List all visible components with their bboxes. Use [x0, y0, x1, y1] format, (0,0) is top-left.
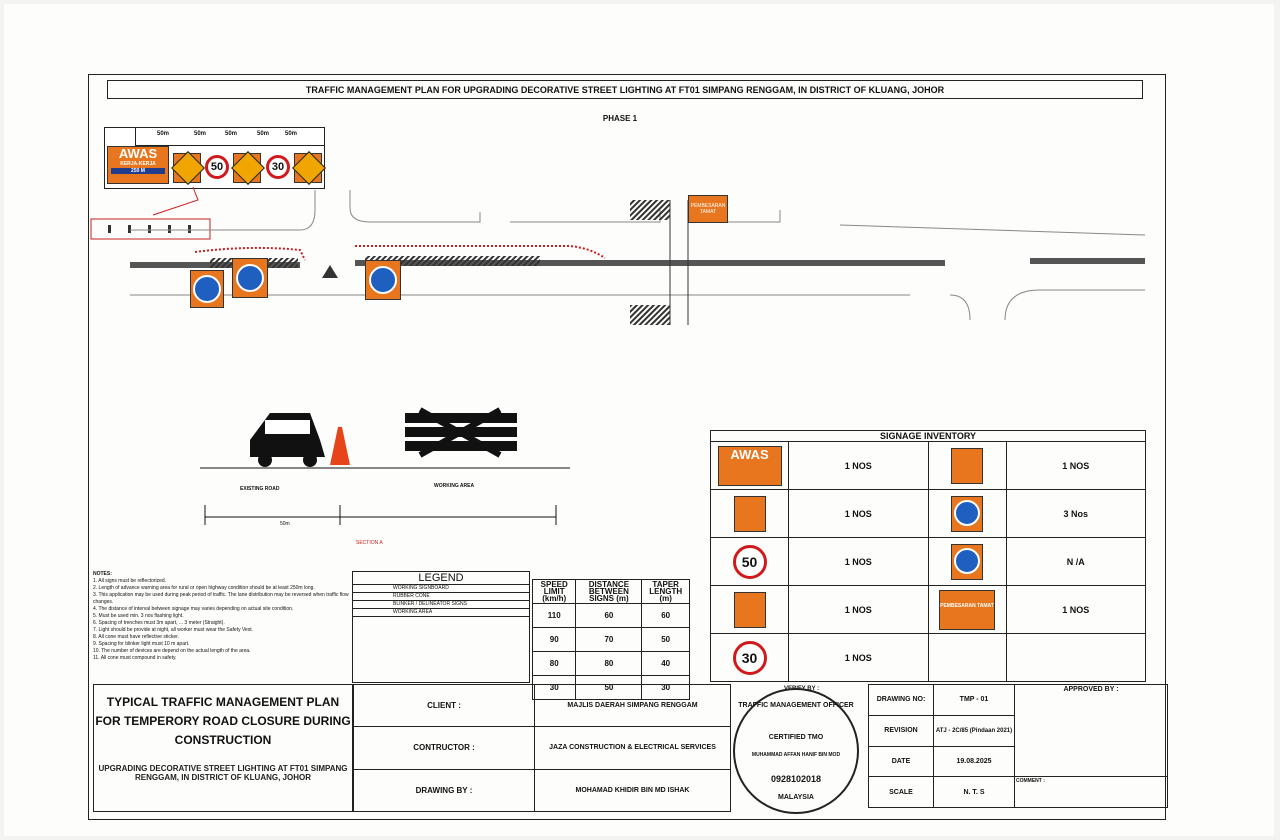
distance-label: 50m [194, 131, 207, 137]
notes-box: NOTES: 1. All signs must be reflectorized. 2. Length of advance warning area for rural or open highway condition should be at least 250m long. 3. This application may be used during peak period of traffic. The lane distribution may be reversed when traffic flow changes. 4. The distance of interval between signage may varies depending on actual site condition. 5. Must be used min. 3 nos flashing light. 6. Spacing of trenches must 3m apart, ... 3 meter (Straight). 7. Light should be provide at night, all worker must wear the Safety Vest. 8. All cone must have reflective sticker. 9. Spacing for blinker light must 10 m apart. 10. The number of devices are depend on the actual length of the area. 11. All cone must compound in safety. [93, 571, 349, 661]
distance-label: 50m [257, 131, 270, 137]
pembesaran-tamat-sign: PEMBESARAN TAMAT [688, 195, 728, 223]
inventory-title: SIGNAGE INVENTORY [710, 430, 1146, 442]
title-block-left: TYPICAL TRAFFIC MANAGEMENT PLAN FOR TEMPERORY ROAD CLOSURE DURING CONSTRUCTION UPGRADING DECORATIVE STREET LIGHTING AT FT01 SIMPANG RENGGAM, IN DISTRICT OF KLUANG, JOHOR [93, 684, 353, 812]
dimension-label: 50m [280, 521, 290, 527]
distance-label: 50m [225, 131, 238, 137]
speed-limit-sign-50: 50 [205, 155, 229, 179]
speed-limit-sign-30: 30 [266, 155, 290, 179]
keep-right-sign [365, 260, 401, 300]
section-caption: SECTION A [356, 540, 383, 546]
awas-sign: AWAS KERJA-KERJA 250 M [107, 146, 169, 184]
signage-inventory-table: AWAS 1 NOS 1 NOS 1 NOS 3 Nos 50 1 NOS N /A 1 NOS PEMBESARAN TAMAT 1 NOS 30 1 NOS [710, 441, 1146, 682]
keep-right-sign [190, 270, 224, 308]
legend-box: LEGEND WORKING SIGNBOARD RUBBER CONE BLINKER / DELINEATOR SIGNS WORKING AREA [352, 571, 530, 683]
title-block-meta: DRAWING NO: TMP - 01 APPROVED BY : REVISION ATJ - 2C/85 (Pindaan 2021) DATE 19.08.2025 SCALE N. T. S COMMENT : [868, 684, 1168, 808]
distance-label: 50m [157, 131, 170, 137]
section-view [180, 405, 580, 555]
certification-stamp: TRAFFIC MANAGEMENT OFFICER CERTIFIED TMO MUHAMMAD AFFAN HANIF BIN MOD 0928102018 MALAYSIA [733, 688, 859, 814]
phase-label: PHASE 1 [602, 114, 638, 123]
title-block-parties: CLIENT : MAJLIS DAERAH SIMPANG RENGGAM CONTRUCTOR : JAZA CONSTRUCTION & ELECTRICAL SERVICES DRAWING BY : MOHAMAD KHIDIR BIN MD ISHAK [353, 684, 731, 812]
working-area-label: WORKING AREA [434, 483, 475, 489]
speed-distance-table: SPEED LIMIT (km/h) DISTANCE BETWEEN SIGNS (m) TAPER LENGTH (m) 110 60 60 90 70 50 80 80 40 30 50 30 [532, 579, 690, 700]
drawing-title: TRAFFIC MANAGEMENT PLAN FOR UPGRADING DECORATIVE STREET LIGHTING AT FT01 SIMPANG RENGGAM, IN DISTRICT OF KLUANG, JOHOR [107, 80, 1143, 99]
existing-road-label: EXISTING ROAD [240, 486, 280, 492]
keep-right-sign [232, 258, 268, 298]
verify-label: VERIFY BY : [784, 686, 820, 692]
distance-label: 50m [285, 131, 298, 137]
